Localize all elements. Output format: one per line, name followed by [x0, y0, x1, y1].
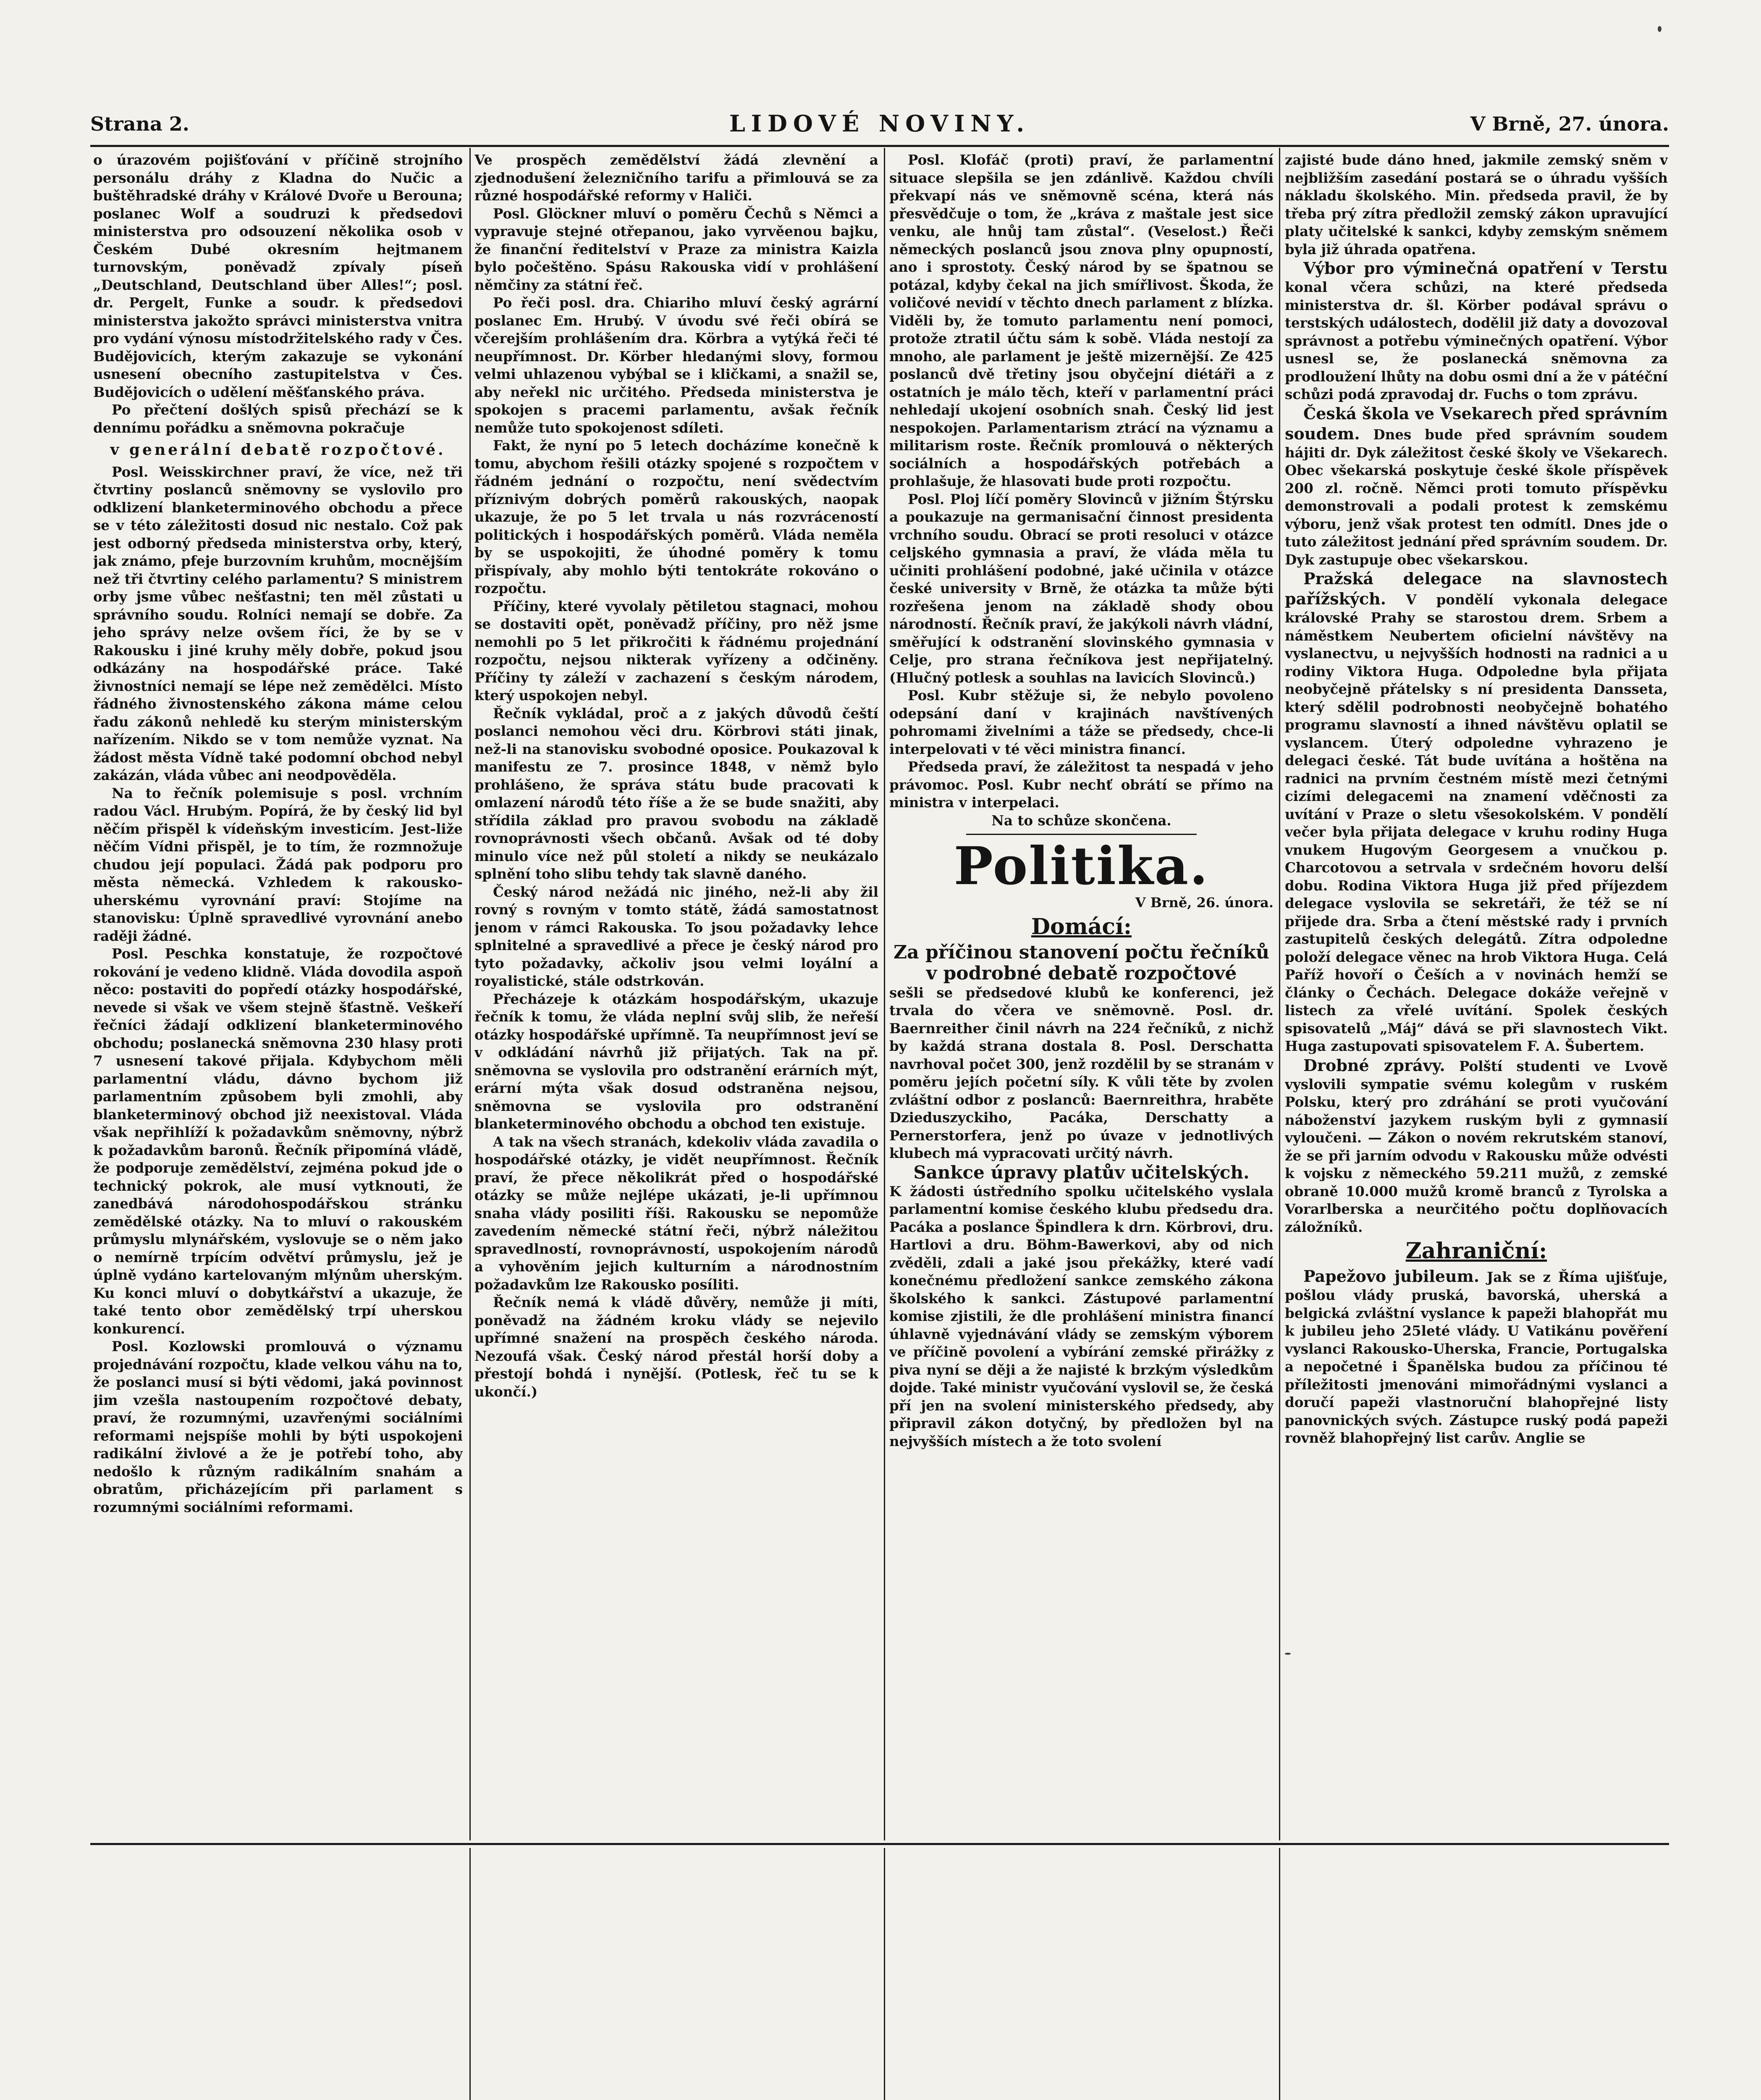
- paragraph: Posl. Klofáč (proti) praví, že parlamentní situace slepšila se jen zdánlivě. Každou chvíli překvapí nás ve sněmovně scéna, která nás přesvědčuje o tom, že „kráva z maštale jest sice venku, ale hnůj tam zůstal“. (Veselost.) Řeči německých poslanců jsou znova plny opupností, ano i sprostoty. Český národ by se špatnou se potázal, kdyby čekal na jich smířlivost. Škoda, že voličové nevidí v těchto dnech parlament z blízka. Viděli by, že tomuto parlamentu není pomoci, protože ztratil účtu sám k sobě. Vláda nestojí za mnoho, ale parlament je ještě mizernější. Ze 425 poslanců dvě třetiny jsou obyčejní diétáři a z ostatních je málo těch, kteří v parlamentní práci nehledají ukojení osobních snah. Český lid jest nespokojen. Parlamentarism ztrácí na významu a militarism roste. Řečník promlouvá o některých sociálních a hospodářských potřebách a prohlašuje, že hlasovati bude proti rozpočtu.: [889, 152, 1274, 489]
- news-item: [1285, 1266, 1668, 1447]
- feuilleton-column-2: [474, 1850, 878, 2100]
- news-text: V pondělí vykonala delegace královské Prahy se starostou drem. Srbem a náměstkem Neubertem oficielní návštěvy na vyslanectvu, u nejvyšších hodnosti na radnici a u rodiny Viktora Huga. Odpoledne byla přijata neobyčejně přátelsky s ní presidenta Dansseta, který sdělil podrobnosti neobyčejně bohatého programu slavností a ihned návštěvu oplatil se vyslancem. Úterý odpoledne vyhrazeno je delegaci české. Tát bude uvítána a hoštěna na radnici na prvním čestném místě mezi četnými cizími delegacemi na znamení vděčnosti za uvítání v Praze o sletu všesokolském. V pondělí večer byla přijata delegace v kruhu rodiny Huga vnukem Hugovým Georgesem a vnučkou p. Charcotovou a setrvala v srdečném hovoru delší dobu. Rodina Viktora Huga již před příjezdem delegace vyslovila se sekretáři, že též se ní přijede dra. Srba a čtení městské rady i prvních zastupitelů českých delegátů. Zítra odpoledne položí delegace věnec na hrob Viktora Huga. Celá Paříž hovoří o Češích a v novinách hemží se články o Čechách. Delegace dokáže veřejně v listech za vřelé uvítání. Spolek českých spisovatelů „Máj“ dává se při slavnostech Vikt. Huga zastupovati spisovatelem F. A. Šubertem.: [1285, 591, 1668, 1054]
- ink-speck: [1285, 1653, 1291, 1655]
- news-head: Drobné zprávy.: [1303, 1055, 1445, 1075]
- feuilleton-column-1: [93, 1850, 463, 2100]
- section-heading: v generální debatě rozpočtové.: [110, 441, 446, 459]
- paragraph: Ve prospěch zemědělství žádá zlevnění a zjednodušení železničního tarifu a přimlouvá se za různé hospodářské reformy v Haliči.: [474, 152, 878, 204]
- news-text: Polští studenti ve Lvově vyslovili sympatie svému kolegům v ruském Polsku, který pro zdráhání se proti vyučování náboženství jazykem ruským byli z gymnasií vyloučeni. — Zákon o novém rekrutském stanoví, že se při jarním odvodu v Rakousku může odvésti k vojsku z německého 59.211 mužů, z zemské obraně 10.000 mužů kromě branců z Tyrolska a Vorarlberska a neurčitého počtu doplňovacích záložníků.: [1285, 1058, 1668, 1235]
- column-2: [474, 151, 878, 1842]
- column-4: [1285, 151, 1668, 1842]
- politika-subhead: Za příčinou stanovení počtu řečníků v podrobné debatě rozpočtové: [894, 941, 1269, 984]
- feuilleton-column-3: [889, 1850, 1274, 2100]
- news-item: [1285, 404, 1668, 569]
- paragraph: Fakt, že nyní po 5 letech docházíme konečně k tomu, abychom řešili otázky spojené s rozpočtem v řádném jednání o rozpočtu, není svědectvím příznivým dobrých poměrů rakouských, naopak ukazuje, že po 5 let trvala u nás rozvráceností politických i hospodářských poměrů. Vláda neměla by se uspokojiti, že úhodné poměry k tomu přispívaly, aby mohlo býti tentokráte rokováno o rozpočtu.: [474, 437, 878, 596]
- feuilleton-divider: [1279, 1848, 1280, 2100]
- news-text: konal včera schůzi, na které předseda ministerstva dr. šl. Körber podával správu o terstských událostech, dodělil již daty a dovozoval správnost a potřebu výminečných opatření. Výbor usnesl se, že poslanecká sněmovna za prodloužení lhůty na dobu osmi dní a že v pátéční schůzi podá zpravodaj dr. Fuchs o tom zprávu.: [1285, 279, 1668, 402]
- ink-speck: [1658, 26, 1661, 32]
- feuilleton-column-4: [1285, 1850, 1668, 2100]
- paragraph: Po přečtení došlých spisů přechází se k dennímu pořádku a sněmovna pokračuje: [93, 402, 463, 436]
- paragraph: Posl. Ploj líčí poměry Slovinců v jižním Štýrsku a poukazuje na germanisační činnost presidenta vrchního soudu. Obrací se proti resoluci v otázce celjského gymnasia a praví, že vláda měla tu učiniti prohlášení podobné, jaké učinila v otázce české university v Brně, že otázka ta může býti rozřešena jenom na základě shody obou národností. Řečník praví, že jakýkoli návrh vládní, směřující k odstranění slovinského gymnasia v Celje, pro strana řečníkova jest nepřijatelný. (Hlučný potlesk a souhlas na lavicích Slovinců.): [889, 491, 1274, 686]
- news-block: [1285, 1055, 1668, 1236]
- politika-subhead-2: Sankce úpravy platův učitelských.: [913, 1162, 1250, 1183]
- feuilleton-divider: [884, 1848, 885, 2100]
- column-3: [889, 151, 1274, 1842]
- foreign-section-title: Zahraniční:: [1405, 1238, 1547, 1264]
- column-1: [93, 151, 463, 1842]
- politika-title: Politika.: [954, 836, 1209, 897]
- paragraph: Řečník nemá k vládě důvěry, nemůže ji míti, poněvadž na žádném kroku vlády se nejevilo upřímné snažení na prospěch českého národa. Nezoufá však. Český národ přestál horší doby a přestojí bohdá i nynější. (Potlesk, řeč tu se k ukončí.): [474, 1294, 878, 1400]
- paragraph: Posl. Weisskirchner praví, že více, než tři čtvrtiny poslanců sněmovny se vyslovilo pro odklizení blanketerminového obchodu a přece se v této záležitosti dosud nic nestalo. Což pak jest odborný předseda ministerstva orby, který, jak známo, pfeje burzovním kruhům, mocnějším než tři čtvrtiny celého parlamentu? S ministrem orby jsme vůbec nešťastni; ten měl zůstati u správního soudu. Rolníci nemají se dobře. Za jeho správy nelze ovšem říci, že by se v Rakousku i jiné kruhy měly dobře, pokud jsou odkázány na hospodářské práce. Také živnostníci nemají se lépe než zemědělci. Místo řádného živnostenského zákona máme celou řadu zákonů nehledě ku sterým ministerským nařízením. Nikdo se v tom nemůže vyznat. Na žádost města Vídně také podomní obchod nebyl zakázán, vláda vůbec ani neodpověděla.: [93, 463, 463, 783]
- feuilleton-divider: [469, 1848, 471, 2100]
- news-head: Pražská delegace na slavnostech pařížských.: [1285, 569, 1668, 608]
- paragraph: Český národ nežádá nic jiného, než-li aby žil rovný s rovným v tomto státě, žádá samostatnost jenom v rámci Rakouska. To jsou požadavky lehce splnitelné a spravedlivé a přece je český národ pro tyto požadavky, ačkoliv jsou velmi loyální a royalistické, stále odstrkován.: [474, 883, 878, 989]
- paragraph: Posl. Peschka konstatuje, že rozpočtové rokování je vedeno klidně. Vláda dovodila aspoň něco: postaviti do popředí otázky hospodářské, nevede si však ve všem stejně šťastně. Veškeří řečníci žádají odklizení blanketerminového obchodu; poslanecká sněmovna 230 hlasy proti 7 usnesení takové přijala. Kdybychom měli parlamentní vládu, dávno bychom již parlamentním způsobem byli zmohli, aby blanketerminový obchod již neexistoval. Vláda však nepřihlíží k požadavkům sněmovny, nýbrž k požadavkům baronů. Řečník připomíná vládě, že podporuje zemědělství, zejména pokud jde o technický pokrok, ale musí vytknouti, že zanedbává národohospodářskou stránku zemědělské otázky. Na to mluví o rakouském průmyslu mlynářském, vyslovuje se o něm jako o nemírně trpícím odvětví průmyslu, jež je úplně vydáno kartelovaným mlýnům uherským. Ku konci mluví o dobytkářství a ukazuje, že také tento obor zemědělský trpí uherskou konkurencí.: [93, 945, 463, 1337]
- paragraph: Posl. Glöckner mluví o poměru Čechů s Němci a vypravuje stejné otřepanou, jako vyrvěenou bajku, že finanční ředitelství v Praze za ministra Kaizla bylo počeštěno. Spásu Rakouska vidí v prohlášení němčiny za státní řeč.: [474, 205, 878, 293]
- news-text: Jak se z Říma ujišťuje, pošlou vlády pruská, bavorská, uherská a belgická zvláštní vyslance k papeži blahopřát mu k jubileu jeho 25leté vlády. U Vatikánu pověření vyslanci Rakousko-Uherska, Francie, Portugalska a nepočetné i Španělska budou za příčinou té příležitosti jmenováni mimořádnými vyslanci a doručí papeži vlastnoruční blahopřejné listy panovnických svých. Zástupce ruský podá papeži rovněž blahopřejný list carův. Anglie se: [1285, 1269, 1668, 1446]
- paragraph: Posl. Kubr stěžuje si, že nebylo povoleno odepsání daní v krajinách navštívených pohromami živelními a táže se předsedy, chce-li interpelovati v té věci ministra financí.: [889, 687, 1274, 757]
- news-text: Dnes bude před správním soudem hájiti dr. Dyk záležitost české školy ve Všekarech. Obec všekarská poskytuje české škole příspěvek 200 zl. ročně. Němci proti tomuto příspěvku demonstrovali a podali protest k zemskému výboru, jenž však protest ten odmítl. Dnes jde o tuto záležitost jednání před správním soudem. Dr. Dyk zastupuje obec všekarskou.: [1285, 426, 1668, 568]
- page-number: Strana 2.: [90, 113, 189, 135]
- column-divider: [1279, 148, 1280, 1840]
- issue-date: V Brně, 27. února.: [1470, 113, 1669, 135]
- news-head: Výbor pro výminečná opatření v Terstu: [1303, 259, 1668, 278]
- paragraph: sešli se předsedové klubů ke konferenci, jež trvala do včera ve sněmovně. Posl. dr. Baernreither činil návrh na 224 řečníků, z nichž by každá strana dostala 8. Posl. Derschatta navrhoval počet 300, jenž rozdělil by se stranám v poměru jejích početní síly. K vůli těte by zvolen zvláštní odbor z poslanců: Baernreithra, hraběte Dzieduszyckiho, Pacáka, Derschatty a Pernerstorfera, jenž po úvaze v jednotlivých klubech má vypracovati určitý návrh.: [889, 984, 1274, 1161]
- column-divider: [884, 148, 885, 1840]
- news-block: [1285, 404, 1668, 569]
- paragraph: Na to řečník polemisuje s posl. vrchním radou Václ. Hrubým. Popírá, že by český lid byl něčím přispěl k vídeňským investicím. Jest-liže něčím Vídni přispěl, je to tím, že rozmnožuje chudou její populaci. Žádá pak podporu pro města německá. Vzhledem k rakousko-uherskému vyrovnání praví: Stojíme na stanovisku: Úplně spravedlivé vyrovnání anebo raději žádné.: [93, 785, 463, 944]
- domestic-section-title: Domácí:: [1031, 914, 1132, 940]
- politika-dateline: V Brně, 26. února.: [1135, 895, 1274, 911]
- paragraph: Příčiny, které vyvolaly pětiletou stagnaci, mohou se dostaviti opět, poněvadž příčiny, pro něž jsme nemohli po 5 let přikročiti k řádnému projednání rozpočtu, nejsou nikterak vyřízeny a odčiněny. Příčiny ty záleží v zachazení s českým národem, který uspokojen nebyl.: [474, 598, 878, 704]
- paragraph: o úrazovém pojišťování v příčině strojního personálu dráhy z Kladna do Nučic a buštěhradské dráhy v Králové Dvoře u Berouna; poslanec Wolf a soudruzi k předsedovi ministerstva pro odsouzení několika osob v Českém Dubé okresním hejtmanem turnovským, poněvadž zpívaly píseň „Deutschland, Deutschland über Alles!“; posl. dr. Pergelt, Funke a soudr. k předsedovi ministerstva jakožto správci ministerstva vnitra pro vydání výnosu místodržitelského rady v Čes. Budějovicích, kterým zakazuje se vykonání usnesení obecního zastupitelstva v Čes. Budějovicích o udělení měšťanského práva.: [93, 152, 463, 400]
- paragraph: Předseda praví, že záležitost ta nespadá v jeho právomoc. Posl. Kubr nechť obrátí se přímo na ministra v interpelaci.: [889, 759, 1274, 811]
- news-item: [1285, 569, 1668, 1055]
- feuilleton-rule: [90, 1843, 1669, 1845]
- paragraph: Přecházeje k otázkám hospodářským, ukazuje řečník k tomu, že vláda neplní svůj slib, že neřeší otázky hospodářské upřímně. Ta neupřímnost jeví se v odkládání návrhů již přijatých. Tak na př. sněmovna se vyslovila pro odstranění erárních mýt, erární mýta však dosud odstraněna nejsou, sněmovna se vyslovila pro odstranění blanketerminového obchodu a obchod ten existuje.: [474, 990, 878, 1132]
- paragraph: zajisté bude dáno hned, jakmile zemský sněm v nejbližším zasedání postará se o úhradu vyšších nákladu školského. Min. předseda pravil, že by třeba prý zítra předložil zemský zákon upravující platy učitelské k sankci, kdyby zemským sněmem byla již úhrada opatřena.: [1285, 152, 1668, 257]
- news-head: Papežovo jubileum.: [1303, 1267, 1480, 1286]
- paragraph: Posl. Kozlowski promlouvá o významu projednávání rozpočtu, klade velkou váhu na to, že poslanci musí si býti vědomi, jaká povinnost jim vzešla nastoupením rozpočtové debaty, praví, že rozumnými, uzavřenými sociálními reformami nejspíše mohli by býti uspokojeni radikální živlové a že je potřebí toho, aby nedošlo k různým radikálním snahám a obratům, přicházejícím při parlament s rozumnými sociálními reformami.: [93, 1338, 463, 1515]
- column-divider: [469, 148, 471, 1840]
- news-item: [1285, 258, 1668, 404]
- masthead-rule: [90, 145, 1669, 147]
- masthead: [90, 105, 1669, 143]
- paragraph: K žádosti ústředního spolku učitelského vyslala parlamentní komise českého klubu předsedu dra. Pacáka a poslance Špindlera k drn. Körbrovi, dru. Hartlovi a dru. Böhm-Bawerkovi, aby od nich zvěděli, zdali a jaké jsou překážky, které vadí konečnému předložení sankce zemského zákona školského k sankci. Zástupové parlamentní komise zjistili, že dle prohlášení ministra financí úhlavně vyjednávání vlády se zemským výborem ve příčině povolení a vybírání zemské přirážky z piva nyní se ději a že najisté k brzkým výsledkům dojde. Také ministr vyučování vyslovil se, že česká pří jen na svolení ministerského předsedy, aby připravil zákon dotyčný, by předložen byl na nejvyšších místech a že toto svolení: [889, 1183, 1274, 1449]
- news-head: Česká škola ve Vsekarech před správním soudem.: [1285, 404, 1668, 443]
- newspaper-title: LIDOVÉ NOVINY.: [729, 110, 1030, 137]
- news-item: [1285, 1055, 1668, 1236]
- section-rule: [966, 834, 1197, 835]
- paragraph: Řečník vykládal, proč a z jakých důvodů čeští poslanci nemohou věci dru. Körbrovi státi jinak, než-li na stanovisku svobodné oposice. Poukazoval k manifestu ze 7. prosince 1848, v němž bylo prohlášeno, že správa státu bude pracovati k omlazení národů této říše a že se bude snažiti, aby střídila základ pro pravou svobodu na základě rovnoprávnosti všech občanů. Avšak od té doby minulo více než půl století a nikdy se neukázalo splnění toho slibu tehdy tak slavně daného.: [474, 705, 878, 882]
- paragraph: A tak na všech stranách, kdekoliv vláda zavadila o hospodářské otázky, je vidět neupřímnost. Řečník praví, že přece několikrát před o hospodářské otázky se může nejlépe ukázati, je-li upřímnou snaha vlády posiliti říši. Rakousku se nepomůže zavedením německé státní řeči, nýbrž náležitou spravedlností, rovnoprávností, uspokojením národů a vyhověním jejich kulturním a národnostním požadavkům lze Rakousko posíliti.: [474, 1133, 878, 1293]
- paragraph: Po řeči posl. dra. Chiariho mluví český agrární poslanec Em. Hrubý. V úvodu své řeči obírá se včerejším prohlášením dra. Körbra a vytýká řeči té neupřímnost. Dr. Körber hledanými slovy, formou velmi uhlazenou vybýbal se i kličkami, a snažil se, aby neřekl nic určitého. Předseda ministerstva je spokojen s pracemi parlamentu, avšak řečník nemůže tuto spokojenost sdíleti.: [474, 294, 878, 436]
- news-block: [1285, 569, 1668, 1055]
- closing-line: Na to schůze skončena.: [991, 812, 1171, 829]
- news-block: [1285, 258, 1668, 404]
